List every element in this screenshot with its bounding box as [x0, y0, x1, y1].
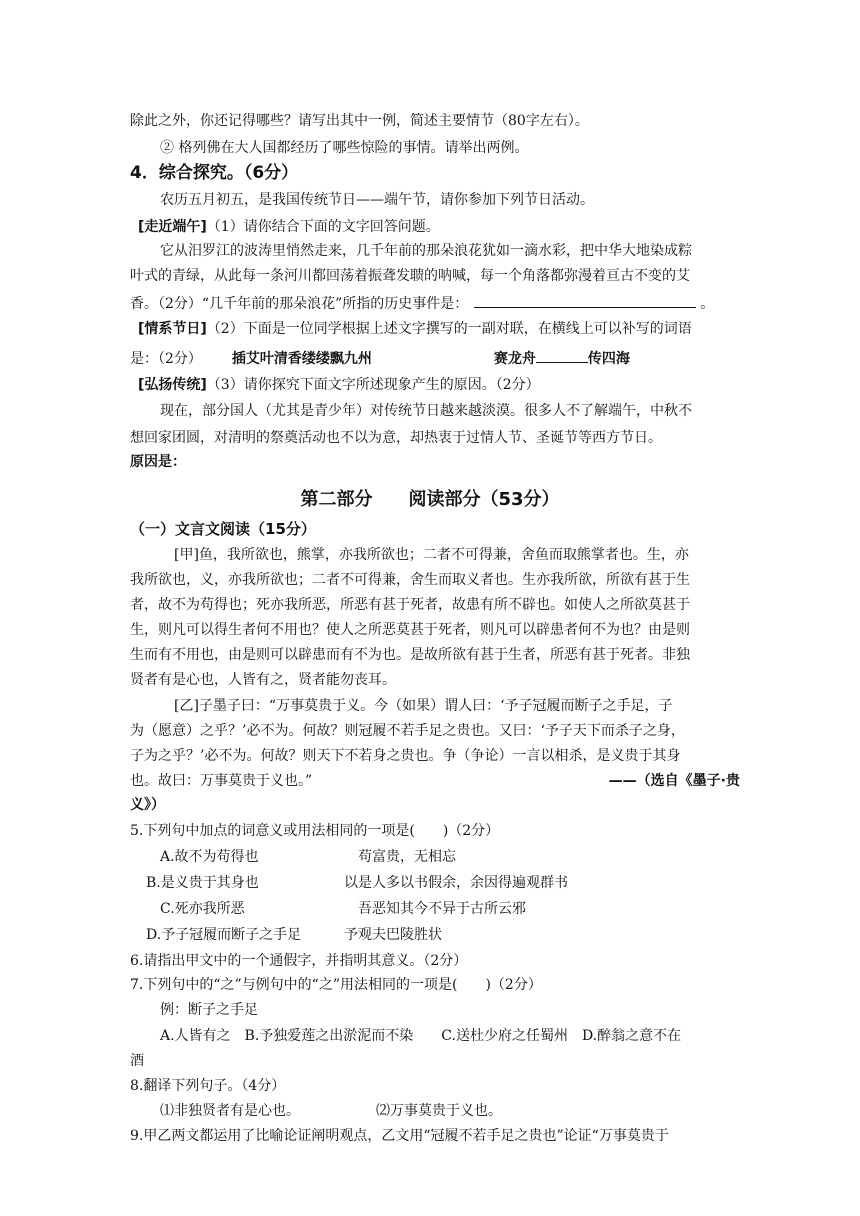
option-b-right: 以是人多以书假余，余因得遍观群书 — [344, 875, 568, 891]
passage-line: 现在，部分国人（尤其是青少年）对传统节日越来越淡漠。很多人不了解端午，中秋不 — [160, 403, 692, 419]
passage-line: 想回家团圆，对清明的祭奠活动也不以为意，却热衷于过情人节、圣诞节等西方节日。 — [130, 430, 662, 446]
passage-line: 我所欲也，义，亦我所欲也；二者不可得兼，舍生而取义者也。生亦我所欲，所欲有甚于生 — [130, 572, 690, 588]
option-d-left: D.予子冠履而断子之手足 — [146, 927, 302, 943]
couplet-second-b: 传四海 — [587, 351, 630, 367]
source-citation: 义》） — [130, 797, 165, 813]
text-line: ② 格列佛在大人国都经历了哪些惊险的事情。请举出两例。 — [160, 140, 529, 156]
passage-line: 者，故不为苟得也；死亦我所恶，所恶有甚于死者，故患有所不辟也。如使人之所欲莫甚于 — [130, 597, 690, 613]
option-b-left: B.是义贵于其身也 — [146, 875, 259, 891]
question-9: 9.甲乙两文都运用了比喻论证阐明观点，乙文用“冠履不若手足之贵也”论证“万事莫贵于 — [130, 1128, 669, 1144]
section-heading: （一）文言文阅读（15分） — [130, 520, 316, 538]
couplet-blank[interactable] — [536, 348, 588, 363]
question-text: （3）请你探究下面文字所述现象产生的原因。（2分） — [206, 377, 540, 393]
section-heading: 4．综合探究。（6分） — [130, 163, 299, 183]
passage-line: 它从汨罗江的波涛里悄然走来，几千年前的那朵浪花犹如一滴水彩，把中华大地染成粽 — [160, 243, 692, 259]
question-7: 7.下列句中的“之”与例句中的“之”用法相同的一项是( )（2分） — [130, 977, 542, 993]
question-text: （1）请你结合下面的文字回答问题。 — [206, 219, 440, 235]
passage-line: 生，则凡可以得生者何不用也？使人之所恶莫甚于死者，则凡可以辟患者何不为也？由是则 — [130, 622, 690, 638]
activity-tag: [走近端午] — [138, 219, 207, 235]
question-5: 5.下列句中加点的词意义或用法相同的一项是( )（2分） — [130, 823, 500, 839]
passage-text: 香。（2分）“几千年前的那朵浪花”所指的历史事件是： — [130, 296, 469, 312]
question-text: 是：（2分） — [130, 351, 202, 367]
reason-label: 原因是： — [130, 454, 186, 470]
text-line — [138, 320, 748, 338]
q8-item-1: ⑴非独贤者有是心也。 — [160, 1103, 300, 1119]
text-line — [130, 348, 740, 368]
question-7-options-cont: 酒 — [130, 1053, 144, 1069]
punct: 。 — [700, 296, 715, 312]
option-a-left: A.故不为苟得也 — [160, 849, 259, 865]
passage-line: 子为之乎？’必不为。何故？则天下不若身之贵也。争（争论）一言以相杀，是义贵于其身 — [130, 748, 681, 764]
activity-tag: [弘扬传统] — [138, 377, 207, 393]
activity-tag: [情系节日] — [138, 321, 207, 337]
option-c-right: 吾恶知其今不异于古所云邪 — [358, 901, 526, 917]
text-line — [138, 218, 748, 236]
option-a-right: 苟富贵，无相忘 — [358, 849, 456, 865]
answer-blank[interactable] — [474, 293, 696, 308]
passage-line: 为（愿意）之乎？’必不为。何故？则冠履不若手足之贵也。又曰：‘予子天下而杀子之身， — [130, 723, 685, 739]
question-6: 6.请指出甲文中的一个通假字，并指明其意义。（2分） — [130, 953, 468, 969]
passage-line: 也。故曰：万事莫贵于义也。” — [130, 773, 313, 789]
question-text: （2）下面是一位同学根据上述文字撰写的一副对联，在横线上可以补写的词语 — [206, 321, 692, 337]
example-line: 例：断子之手足 — [160, 1002, 258, 1018]
passage-line: 贤者有是心也，人皆有之，贤者能勿丧耳。 — [130, 672, 396, 688]
passage-line: [乙]子墨子曰：“万事莫贵于义。今（如果）谓人曰：‘予子冠履而断子之手足，子 — [174, 698, 673, 714]
question-8: 8.翻译下列句子。（4分） — [130, 1078, 286, 1094]
passage-line: 生而有不用也，由是则可以辟患而有不为也。是故所欲有甚于生者，所恶有甚于死者。非独 — [130, 647, 690, 663]
passage-line: 叶式的青绿，从此每一条河川都回荡着振聋发聩的呐喊，每一个角落都弥漫着亘古不变的艾 — [130, 268, 690, 284]
q8-item-2: ⑵万事莫贵于义也。 — [376, 1103, 502, 1119]
text-line: 除此之外，你还记得哪些？请写出其中一例，简述主要情节（80字左右）。 — [130, 113, 589, 129]
passage-line: [甲]鱼，我所欲也，熊掌，亦我所欲也；二者不可得兼，舍鱼而取熊掌者也。生，亦 — [174, 547, 689, 563]
text-line — [138, 376, 748, 394]
part-title: 第二部分 阅读部分（53分） — [300, 489, 560, 510]
passage-line — [130, 293, 740, 313]
source-citation: ——（选自《墨子·贵 — [608, 773, 740, 789]
option-d-right: 予观夫巴陵胜状 — [344, 927, 442, 943]
option-c-left: C.死亦我所恶 — [160, 901, 245, 917]
question-7-options: A.人皆有之 B.予独爱莲之出淤泥而不染 C.送杜少府之任蜀州 D.醉翁之意不在 — [160, 1028, 682, 1044]
couplet-first: 插艾叶清香缕缕飘九州 — [231, 351, 372, 367]
text-line: 农历五月初五，是我国传统节日——端午节，请你参加下列节日活动。 — [160, 192, 594, 208]
couplet-second-a: 赛龙舟 — [493, 351, 536, 367]
